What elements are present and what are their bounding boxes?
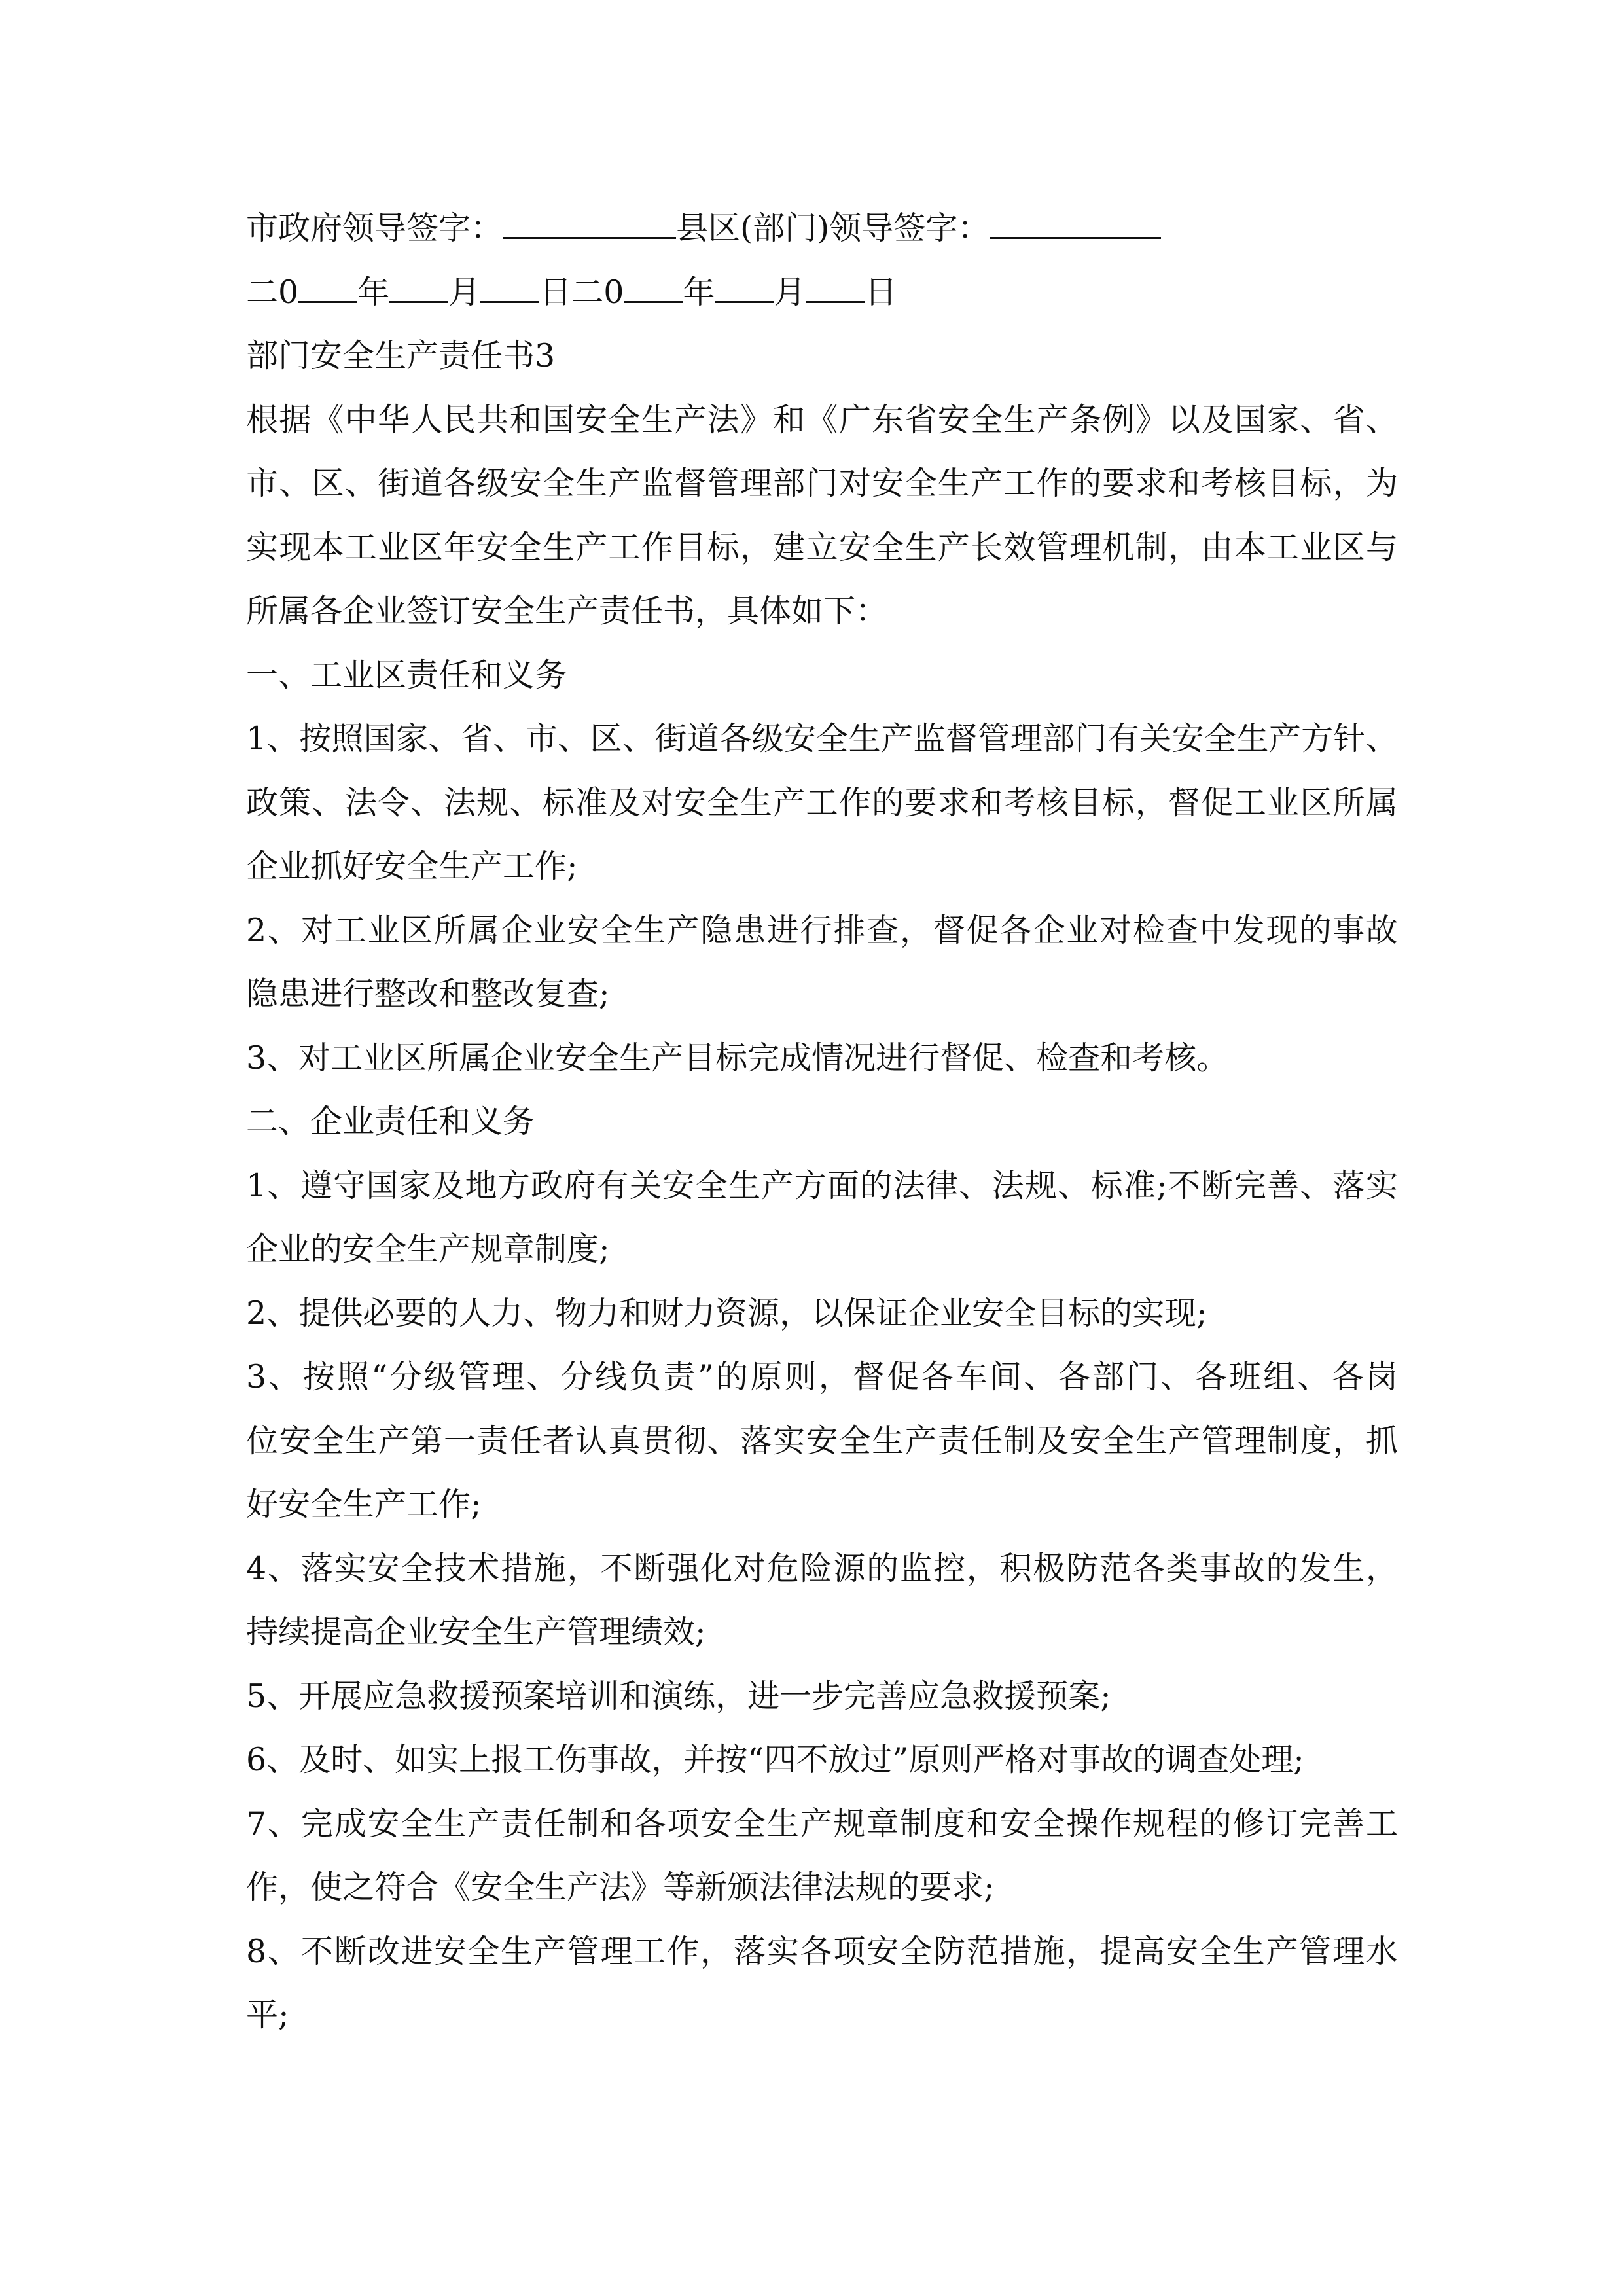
date-blank <box>389 271 448 303</box>
date-line <box>246 260 1398 325</box>
paragraph-line: 作，使之符合《安全生产法》等新颁法律法规的要求; <box>246 1869 995 1906</box>
paragraph-line: 7、完成安全生产责任制和各项安全生产规章制度和安全操作规程的修订完善工 <box>246 1804 1398 1842</box>
paragraph-line: 平; <box>246 1996 289 2034</box>
date-day-label: 日 <box>539 273 572 311</box>
paragraph-line: 政策、法令、法规、标准及对安全生产工作的要求和考核目标，督促工业区所属 <box>246 783 1398 821</box>
intro-line: 根据《中华人民共和国安全生产法》和《广东省安全生产条例》以及国家、省、 <box>246 401 1398 439</box>
paragraph-line: 企业抓好安全生产工作; <box>246 848 578 885</box>
section-heading: 一、工业区责任和义务 <box>246 656 567 694</box>
paragraph-line: 持续提高企业安全生产管理绩效; <box>246 1613 706 1651</box>
date-year-label: 年 <box>357 273 390 311</box>
paragraph-line: 3、对工业区所属企业安全生产目标完成情况进行督促、检查和考核。 <box>246 1039 1229 1077</box>
paragraph-line: 好安全生产工作; <box>246 1486 482 1523</box>
date-prefix: 二0 <box>571 273 624 311</box>
paragraph-line: 3、按照“分级管理、分线负责”的原则，督促各车间、各部门、各班组、各岗 <box>246 1358 1398 1395</box>
date-day-label: 日 <box>865 273 897 311</box>
date-blank <box>298 271 357 303</box>
date-blank <box>806 271 865 303</box>
signature-line <box>246 196 1398 260</box>
paragraph-line: 隐患进行整改和整改复查; <box>246 975 610 1013</box>
paragraph-line: 5、开展应急救援预案培训和演练，进一步完善应急救援预案; <box>246 1677 1111 1715</box>
date-blank <box>715 271 774 303</box>
document-body <box>246 196 1398 2047</box>
intro-line: 市、区、街道各级安全生产监督管理部门对安全生产工作的要求和考核目标，为 <box>246 465 1398 502</box>
date-blank <box>480 271 539 303</box>
paragraph-line: 6、及时、如实上报工伤事故，并按“四不放过”原则严格对事故的调查处理; <box>246 1741 1304 1778</box>
paragraph-line: 企业的安全生产规章制度; <box>246 1230 610 1268</box>
city-signature-blank <box>503 207 676 239</box>
paragraph-line: 4、落实安全技术措施，不断强化对危险源的监控，积极防范各类事故的发生， <box>246 1549 1398 1587</box>
paragraph-line: 位安全生产第一责任者认真贯彻、落实安全生产责任制及安全生产管理制度，抓 <box>246 1422 1398 1460</box>
document-title: 部门安全生产责任书3 <box>246 337 556 374</box>
city-signature-label: 市政府领导签字： <box>246 209 503 247</box>
date-month-label: 月 <box>448 273 481 311</box>
date-month-label: 月 <box>774 273 806 311</box>
intro-line: 所属各企业签订安全生产责任书，具体如下： <box>246 592 888 630</box>
date-prefix: 二0 <box>246 273 299 311</box>
paragraph-line: 2、对工业区所属企业安全生产隐患进行排查，督促各企业对检查中发现的事故 <box>246 911 1398 949</box>
section-heading: 二、企业责任和义务 <box>246 1103 535 1140</box>
county-signature-blank <box>990 207 1161 239</box>
date-blank <box>624 271 683 303</box>
county-signature-label: 县区(部门)领导签字： <box>676 209 990 247</box>
paragraph-line: 8、不断改进安全生产管理工作，落实各项安全防范措施，提高安全生产管理水 <box>246 1932 1398 1970</box>
paragraph-line: 2、提供必要的人力、物力和财力资源，以保证企业安全目标的实现; <box>246 1294 1207 1332</box>
intro-line: 实现本工业区年安全生产工作目标，建立安全生产长效管理机制，由本工业区与 <box>246 528 1398 566</box>
date-year-label: 年 <box>683 273 715 311</box>
paragraph-line: 1、遵守国家及地方政府有关安全生产方面的法律、法规、标准;不断完善、落实 <box>246 1166 1398 1204</box>
paragraph-line: 1、按照国家、省、市、区、街道各级安全生产监督管理部门有关安全生产方针、 <box>246 720 1398 757</box>
